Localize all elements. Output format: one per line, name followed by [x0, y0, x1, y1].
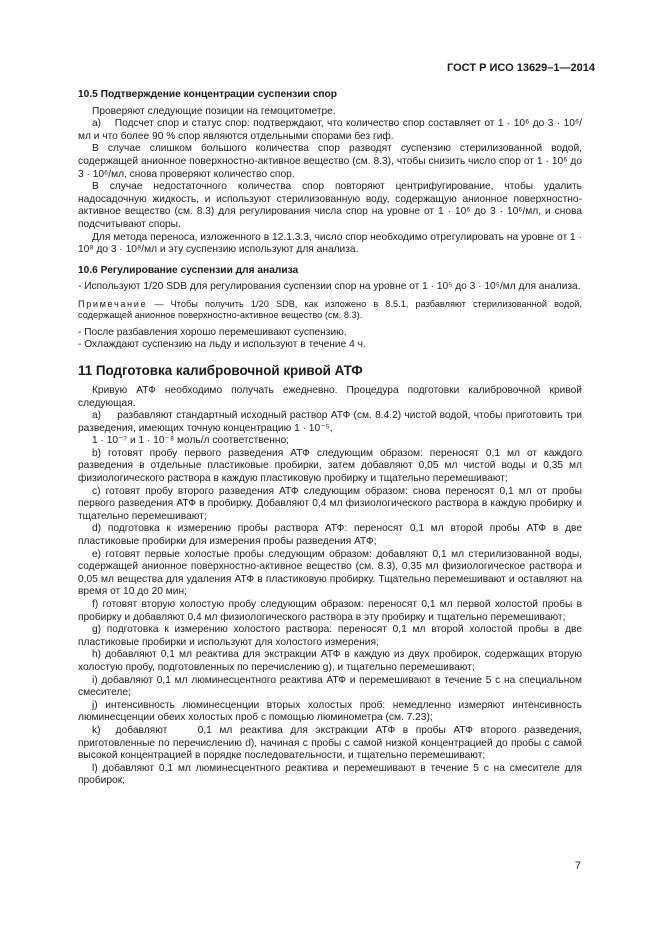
document-header-id: ГОСТ Р ИСО 13629–1—2014 — [447, 62, 595, 74]
list-item: b) готовят пробу первого разведения АТФ следующим образом: переносят 0,1 мл от каждого разведения в отдельные пластиковые пробирки, затем добавляют 0,05 мл чистой воды и 0,35 мл физиологического раствора в каждую пластиковую пробирку и тщательно перемешивают; — [78, 447, 582, 485]
list-item: h) добавляют 0,1 мл реактива для экстракции АТФ в каждую из двух пробирок, содержащих вторую холостую пробу, подготовленных по перечислению g), и тщательно перемешивают; — [78, 649, 582, 673]
list-item: а) разбавляют стандартный исходный раствор АТФ (см. 8.4.2) чистой водой, чтобы приготовить три разведения, имеющих точную концентрацию 1 · 10⁻⁵, — [78, 410, 582, 434]
list-item: g) подготовка к измерению холостого раствора: переносят 0,1 мл второй холостой пробы в две пластиковые пробирки и используют для холостого измерения; — [78, 624, 582, 648]
list-item: e) готовят первые холостые пробы следующим образом: добавляют 0,1 мл стерилизованной воды, содержащей анионное поверхностно-активное вещество (см. 8.3), 0,35 мл физиологическое раствора и 0,05 мл вещества для удаления АТФ в пластиковую пробирку. Тщательно перемешивают и оставляют на время от 10 до 20 мин; — [78, 548, 582, 598]
list-item: 1 · 10⁻⁷ и 1 · 10⁻⁸ моль/л соответственно; — [92, 435, 289, 447]
list-item: j) интенсивность люминесценции вторых холостых проб: немедленно измеряют интенсивность люминесценции обеих холостых проб с помощью люминометра (см. 7.23); — [78, 699, 582, 724]
note — [78, 299, 582, 322]
section-10-6-title: 10.6 Регулирование суспензии для анализа — [78, 264, 299, 276]
document-body — [78, 86, 582, 788]
section-11-title: 11 Подготовка калибровочной кривой АТФ — [78, 362, 363, 378]
paragraph: - Охлаждают суспензию на льду и используют в течение 4 ч. — [78, 339, 366, 351]
paragraph: а) Подсчет спор и статус спор: подтверждают, что количество спор составляет от 1 · 10⁶ до 3 · 10⁶/мл и что более 90 % спор являются отдельными спорами без гиф. — [78, 118, 582, 142]
paragraph: Для метода переноса, изложенного в 12.1.3.3, число спор необходимо отрегулировать на уровне от 1 · 10⁸ до 3 · 10⁸/мл и эту суспензию используют для анализа. — [78, 231, 582, 256]
paragraph: - Используют 1/20 SDB для регулирования суспензии спор на уровне от 1 · 10⁵ до 3 · 10⁵/мл для анализа. — [78, 281, 581, 293]
note-label: Примечание — [78, 298, 148, 309]
paragraph: В случае недостаточного количества спор повторяют центрифугирование, чтобы удалить надосадочную жидкость, и используют стерилизованную воду, содержащую анионное поверхностно-активное вещество (см. 8.3) для регулирования числа спор на уровне от 1 · 10⁶ до 3 · 10⁶/мл, и снова подсчитывают споры. — [78, 181, 582, 230]
paragraph: - После разбавления хорошо перемешивают суспензию. — [78, 326, 347, 338]
paragraph: В случае слишком большого количества спор разводят суспензию стерилизованной водой, содержащей анионное поверхностно-активное вещество (см. 8.3), чтобы снизить число спор от 1 · 10⁶ до 3 · 10⁶/мл, снова проверяют количество спор. — [78, 143, 582, 180]
section-10-5-title: 10.5 Подтверждение концентрации суспензии спор — [78, 89, 337, 100]
paragraph: Проверяют следующие позиции на гемоцитометре. — [92, 105, 336, 117]
list-item: f) готовят вторую холостую пробу следующим образом: переносят 0,1 мл первой холостой пробы в пробирку и добавляют 0,4 мл физиологического раствора в эту пробирку и тщательно перемешивают; — [78, 599, 582, 623]
list-item: d) подготовка к измерению пробы раствора АТФ: переносят 0,1 мл второй пробы АТФ в две пластиковые пробирки для измерения пробы разведения АТФ; — [78, 523, 582, 548]
page-number: 7 — [574, 860, 581, 872]
paragraph: Кривую АТФ необходимо получать ежедневно. Процедура подготовки калибровочной кривой следующая. — [78, 384, 582, 409]
list-item: i) добавляют 0,1 мл люминесцентного реактива АТФ и перемешивают в течение 5 с на специальном смесителе; — [78, 674, 582, 699]
list-item: c) готовят пробу второго разведения АТФ следующим образом: снова переносят 0,1 мл от пробы первого разведения АТФ в пробирку. Добавляют 0,4 мл физиологического раствора в каждую пробирку и тщательно перемешивают; — [78, 485, 582, 522]
list-item: k) добавляют 0,1 мл реактива для экстракции АТФ в пробы АТФ второго разведения, приготовленные по перечислению d), начиная с пробы с самой низкой концентрацией до пробы с самой высокой концентрацией в порядке последовательности, и тщательно перемешивают; — [78, 724, 582, 762]
note-text: — Чтобы получить 1/20 SDB, как изложено в 8.5.1, разбавляют стерилизованной водой, содержащей анионное поверхностно-активное вещество (см. 8.3). — [78, 298, 582, 321]
list-item: l) добавляют 0,1 мл люминесцентного реактива и перемешивают в течение 5 с на смесителе для пробирок; — [78, 762, 582, 787]
